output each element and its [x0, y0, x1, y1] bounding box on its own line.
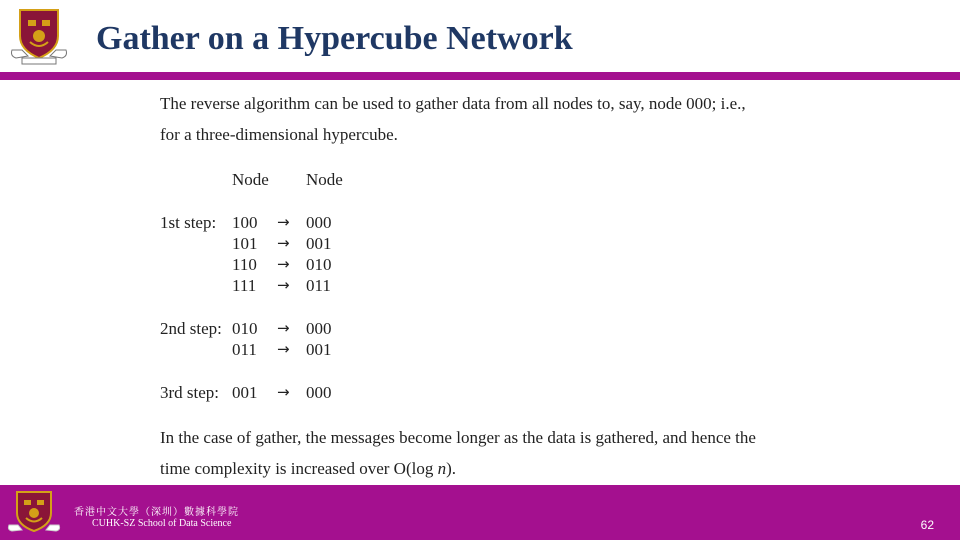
slide-header: [0, 0, 960, 72]
arrow-icon: →: [277, 276, 290, 294]
arrow-icon: →: [277, 319, 290, 337]
arrow-icon: →: [277, 340, 290, 358]
destination-node: 010: [306, 255, 332, 274]
destination-node: 001: [306, 234, 332, 253]
source-node: 110: [232, 255, 257, 274]
outro-text-pre: time complexity is increased over O(log: [160, 459, 438, 478]
source-node: 011: [232, 340, 257, 359]
intro-paragraph: [160, 88, 840, 150]
slide-title: Gather on a Hypercube Network: [96, 20, 573, 57]
column-header-destination: Node: [306, 170, 343, 189]
school-name-english: CUHK-SZ School of Data Science: [92, 518, 232, 529]
arrow-icon: →: [277, 234, 290, 252]
destination-node: 000: [306, 213, 332, 232]
outro-line-1: In the case of gather, the messages become longer as the data is gathered, and hence the: [160, 428, 756, 447]
destination-node: 000: [306, 383, 332, 402]
arrow-icon: →: [277, 383, 290, 401]
intro-line-2: for a three-dimensional hypercube.: [160, 125, 398, 144]
page-number: 62: [920, 518, 934, 532]
arrow-icon: →: [277, 213, 290, 231]
column-header-source: Node: [232, 170, 269, 189]
conclusion-paragraph: [160, 422, 840, 484]
arrow-icon: →: [277, 255, 290, 273]
school-name-chinese: 香港中文大學（深圳）數據科學院: [74, 507, 239, 518]
step-label: 2nd step:: [160, 319, 222, 338]
source-node: 111: [232, 276, 257, 295]
header-divider-bar: [0, 72, 960, 80]
destination-node: 001: [306, 340, 332, 359]
step-label: 1st step:: [160, 213, 217, 232]
source-node: 010: [232, 319, 258, 338]
university-crest-icon: [8, 6, 70, 66]
university-crest-icon: [6, 489, 62, 537]
step-label: 3rd step:: [160, 383, 220, 402]
source-node: 101: [232, 234, 258, 253]
variable-n: n: [437, 459, 447, 478]
outro-text-post: ).: [446, 459, 457, 478]
outro-line-2: [160, 453, 840, 484]
source-node: 001: [232, 383, 258, 402]
slide-footer: [0, 485, 960, 540]
source-node: 100: [232, 213, 258, 232]
destination-node: 011: [306, 276, 331, 295]
destination-node: 000: [306, 319, 332, 338]
intro-line-1: The reverse algorithm can be used to gather data from all nodes to, say, node 000; i.e.,: [160, 94, 746, 113]
